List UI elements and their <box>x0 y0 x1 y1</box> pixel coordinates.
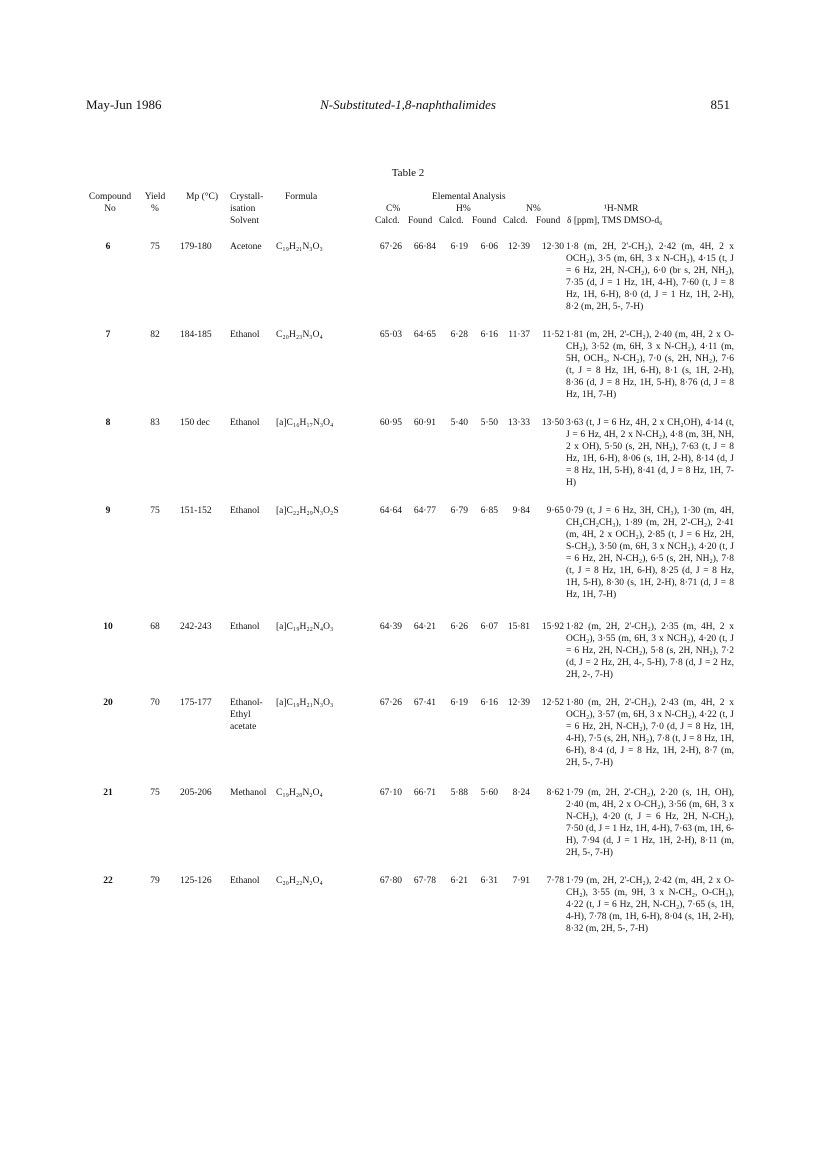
compound-no: 10 <box>103 622 113 632</box>
n-found: 12·30 <box>541 242 564 252</box>
solvent: Ethanol <box>230 506 260 516</box>
solvent: Ethanol <box>230 622 260 632</box>
formula: C₂₀H₂₂N₂O₄ <box>276 876 323 886</box>
col-n-calcd: Calcd. <box>503 216 528 226</box>
col-yield-line1: Yield <box>144 192 166 202</box>
nmr-data: 1·80 (m, 2H, 2'-CH₂), 2·43 (m, 4H, 2 x OCH₂), 3·57 (m, 6H, 3 x N-CH₂), 4·22 (t, J = 6 Hz, 2H, N-CH₂), 7·0 (d, J = 8 Hz, 1H, 4-H), 7·5 (s, 2H, NH₂), 7·8 (t, J = 8 Hz, 1H, 6-H), 8·4 (d, J = 8 Hz, 1H, 2-H), 8·7 (m, 2H, 5-, 7-H) <box>566 698 734 768</box>
yield: 79 <box>150 876 160 886</box>
col-h-found: Found <box>472 216 497 226</box>
c-calcd: 60·95 <box>379 418 402 428</box>
h-calcd: 6·19 <box>450 698 468 708</box>
h-found: 6·85 <box>480 506 498 516</box>
col-formula: Formula <box>285 192 318 202</box>
col-yield-line2: % <box>151 204 159 214</box>
nmr-data: 1·81 (m, 2H, 2'-CH₂), 2·40 (m, 4H, 2 x O-CH₂), 3·52 (m, 6H, 3 x N-CH₂), 4·11 (m, 5H, OCH₃, N-CH₂), 7·0 (s, 2H, NH₂), 7·6 (t, J = 8 Hz, 1H, 6-H), 8·1 (s, 1H, 2-H), 8·36 (d, J = 8 Hz, 1H, 5-H), 8·76 (d, J = 8 Hz, 1H, 7-H) <box>566 330 734 400</box>
yield: 75 <box>150 788 160 798</box>
h-calcd: 6·79 <box>450 506 468 516</box>
nmr-data: 3·63 (t, J = 6 Hz, 4H, 2 x CH₂OH), 4·14 (t, J = 6 Hz, 4H, 2 x N-CH₂), 4·8 (m, 3H, NH, 2 x OH), 5·50 (s, 2H, NH₂), 7·63 (t, J = 8 Hz, 1H, 6-H), 8·06 (s, 1H, 2-H), 8·14 (d, J = 8 Hz, 1H, 5-H), 8·41 (d, J = 8 Hz, 1H, 7-H) <box>566 418 734 488</box>
n-found: 11·52 <box>542 330 564 340</box>
h-found: 5·50 <box>480 418 498 428</box>
c-found: 67·41 <box>413 698 436 708</box>
n-found: 12·52 <box>541 698 564 708</box>
solvent: Ethanol <box>230 876 260 886</box>
c-calcd: 67·26 <box>379 242 402 252</box>
nmr-data: 0·79 (t, J = 6 Hz, 3H, CH₃), 1·30 (m, 4H, CH₂CH₂CH₃), 1·89 (m, 2H, 2'-CH₂), 2·41 (m, 4H, 2 x OCH₂), 2·85 (t, J = 6 Hz, 2H, S-CH₂), 3·50 (m, 6H, 3 x NCH₂), 4·20 (t, J = 6 Hz, 2H, N-CH₂), 6·5 (s, 2H, NH₂), 7·8 (t, J = 8 Hz, 1H, 6-H), 8·25 (d, J = 8 Hz, 1H, 5-H), 8·30 (s, 1H, 2-H), 8·71 (d, J = 8 Hz, 1H, 7-H) <box>566 506 734 600</box>
nmr-data: 1·79 (m, 2H, 2'-CH₂), 2·20 (s, 1H, OH), 2·40 (m, 4H, 2 x O-CH₂), 3·56 (m, 6H, 3 x N-CH₂), 4·20 (t, J = 6 Hz, 2H, N-CH₂), 7·50 (d, J = 1 Hz, 1H, 4-H), 7·63 (m, 1H, 6-H), 7·94 (d, J = 1 Hz, 1H, 2-H), 8·11 (m, 2H, 5-, 7-H) <box>566 788 734 858</box>
melting-point: 175-177 <box>180 698 212 708</box>
c-found: 66·84 <box>413 242 436 252</box>
c-found: 60·91 <box>413 418 436 428</box>
melting-point: 205-206 <box>180 788 212 798</box>
n-found: 8·62 <box>546 788 564 798</box>
solvent: Ethanol <box>230 418 260 428</box>
formula: [a]C₁₆H₁₇N₃O₄ <box>276 418 334 428</box>
compound-no: 22 <box>103 876 113 886</box>
col-nmr-line2: δ [ppm], TMS DMSO-d₆ <box>567 216 663 226</box>
c-calcd: 64·39 <box>379 622 402 632</box>
compound-no: 6 <box>105 242 111 252</box>
h-calcd: 6·28 <box>450 330 468 340</box>
compound-no: 21 <box>103 788 113 798</box>
c-found: 66·71 <box>413 788 436 798</box>
c-calcd: 64·64 <box>379 506 402 516</box>
n-found: 9·65 <box>546 506 564 516</box>
h-found: 5·60 <box>480 788 498 798</box>
c-calcd: 67·80 <box>379 876 402 886</box>
col-n-found: Found <box>536 216 561 226</box>
col-c-found: Found <box>408 216 433 226</box>
yield: 82 <box>150 330 160 340</box>
solvent: Ethanol-Ethyl acetate <box>230 698 263 732</box>
col-h: H% <box>456 204 471 214</box>
c-calcd: 65·03 <box>379 330 402 340</box>
melting-point: 125-126 <box>180 876 212 886</box>
yield: 75 <box>150 242 160 252</box>
col-c-calcd: Calcd. <box>375 216 400 226</box>
n-calcd: 7·91 <box>512 876 530 886</box>
running-header-title <box>0 97 816 113</box>
c-found: 64·65 <box>413 330 436 340</box>
yield: 83 <box>150 418 160 428</box>
n-calcd: 11·37 <box>508 330 530 340</box>
compound-no: 9 <box>105 506 111 516</box>
formula: C₂₀H₂₃N₃O₄ <box>276 330 323 340</box>
n-calcd: 12·39 <box>507 698 530 708</box>
compound-no: 20 <box>103 698 113 708</box>
c-calcd: 67·26 <box>379 698 402 708</box>
yield: 68 <box>150 622 160 632</box>
h-calcd: 5·88 <box>450 788 468 798</box>
n-found: 7·78 <box>546 876 564 886</box>
yield: 70 <box>150 698 160 708</box>
compound-no: 8 <box>105 418 111 428</box>
compound-no: 7 <box>105 330 111 340</box>
h-found: 6·16 <box>480 698 498 708</box>
melting-point: 179-180 <box>180 242 212 252</box>
col-solvent-line3: Solvent <box>230 216 260 226</box>
running-header-title-text: N-Substituted-1,8-naphthalimides <box>320 97 496 112</box>
col-mp: Mp (°C) <box>186 192 219 202</box>
col-solvent-line1: Crystall- <box>230 192 264 202</box>
h-calcd: 6·19 <box>450 242 468 252</box>
h-found: 6·07 <box>480 622 498 632</box>
h-found: 6·31 <box>480 876 498 886</box>
col-n: N% <box>526 204 541 214</box>
solvent: Methanol <box>230 788 267 798</box>
melting-point: 242-243 <box>180 622 212 632</box>
n-calcd: 9·84 <box>512 506 530 516</box>
formula: C₁₉H₂₀N₂O₄ <box>276 788 323 798</box>
c-calcd: 67·10 <box>379 788 402 798</box>
nmr-data: 1·8 (m, 2H, 2'-CH₂), 2·42 (m, 4H, 2 x OCH₂), 3·5 (m, 6H, 3 x N-CH₂), 4·15 (t, J = 6 Hz, 2H, N-CH₂), 6·0 (br s, 2H, NH₂), 7·35 (d, J = 1 Hz, 1H, 4-H), 7·60 (t, J = 8 Hz, 1H, 6-H), 8·0 (d, J = 1 Hz, 1H, 2-H), 8·2 (m, 2H, 5-, 7-H) <box>566 242 734 312</box>
formula: [a]C₁₉H₂₂N₄O₃ <box>276 622 334 632</box>
col-h-calcd: Calcd. <box>439 216 464 226</box>
c-found: 64·77 <box>413 506 436 516</box>
n-calcd: 15·81 <box>507 622 530 632</box>
n-found: 15·92 <box>541 622 564 632</box>
col-compound-line1: Compound <box>88 192 132 202</box>
c-found: 67·78 <box>413 876 436 886</box>
col-c: C% <box>386 204 401 214</box>
h-found: 6·16 <box>480 330 498 340</box>
table-title: Table 2 <box>391 167 425 179</box>
n-calcd: 12·39 <box>507 242 530 252</box>
formula: [a]C₂₂H₂₉N₃O₂S <box>276 506 339 516</box>
nmr-data: 1·82 (m, 2H, 2'-CH₂), 2·35 (m, 4H, 2 x OCH₂), 3·55 (m, 6H, 3 x NCH₂), 4·20 (t, J = 6 Hz, 2H, N-CH₂), 5·8 (s, 2H, NH₂), 7·2 (d, J = 2 Hz, 2H, 4-, 5-H), 7·8 (d, J = 2 Hz, 2H, 2-, 7-H) <box>566 622 734 680</box>
h-calcd: 6·21 <box>450 876 468 886</box>
n-calcd: 8·24 <box>512 788 530 798</box>
solvent: Acetone <box>230 242 262 252</box>
melting-point: 151-152 <box>180 506 212 516</box>
col-nmr-line1: ¹H-NMR <box>604 204 639 214</box>
col-solvent-line2: isation <box>230 204 256 214</box>
col-compound-line2: No <box>104 204 116 214</box>
yield: 75 <box>150 506 160 516</box>
col-elemental-analysis: Elemental Analysis <box>432 192 506 202</box>
n-found: 13·50 <box>541 418 564 428</box>
h-found: 6·06 <box>480 242 498 252</box>
page-number: 851 <box>710 97 730 112</box>
formula: [a]C₁₉H₂₁N₃O₃ <box>276 698 334 708</box>
h-calcd: 6·26 <box>450 622 468 632</box>
c-found: 64·21 <box>413 622 436 632</box>
h-calcd: 5·40 <box>450 418 468 428</box>
nmr-data: 1·79 (m, 2H, 2'-CH₂), 2·42 (m, 4H, 2 x O-CH₂), 3·55 (m, 9H, 3 x N-CH₂, O-CH₃), 4·22 (t, J = 6 Hz, 2H, N-CH₂), 7·65 (s, 1H, 4-H), 7·78 (m, 1H, 6-H), 8·04 (s, 1H, 2-H), 8·32 (m, 2H, 5-, 7-H) <box>566 876 734 934</box>
melting-point: 150 dec <box>180 418 210 428</box>
n-calcd: 13·33 <box>507 418 530 428</box>
running-header-left: May-Jun 1986 <box>86 97 162 112</box>
melting-point: 184-185 <box>180 330 212 340</box>
solvent: Ethanol <box>230 330 260 340</box>
formula: C₁₉H₂₁N₃O₃ <box>276 242 323 252</box>
